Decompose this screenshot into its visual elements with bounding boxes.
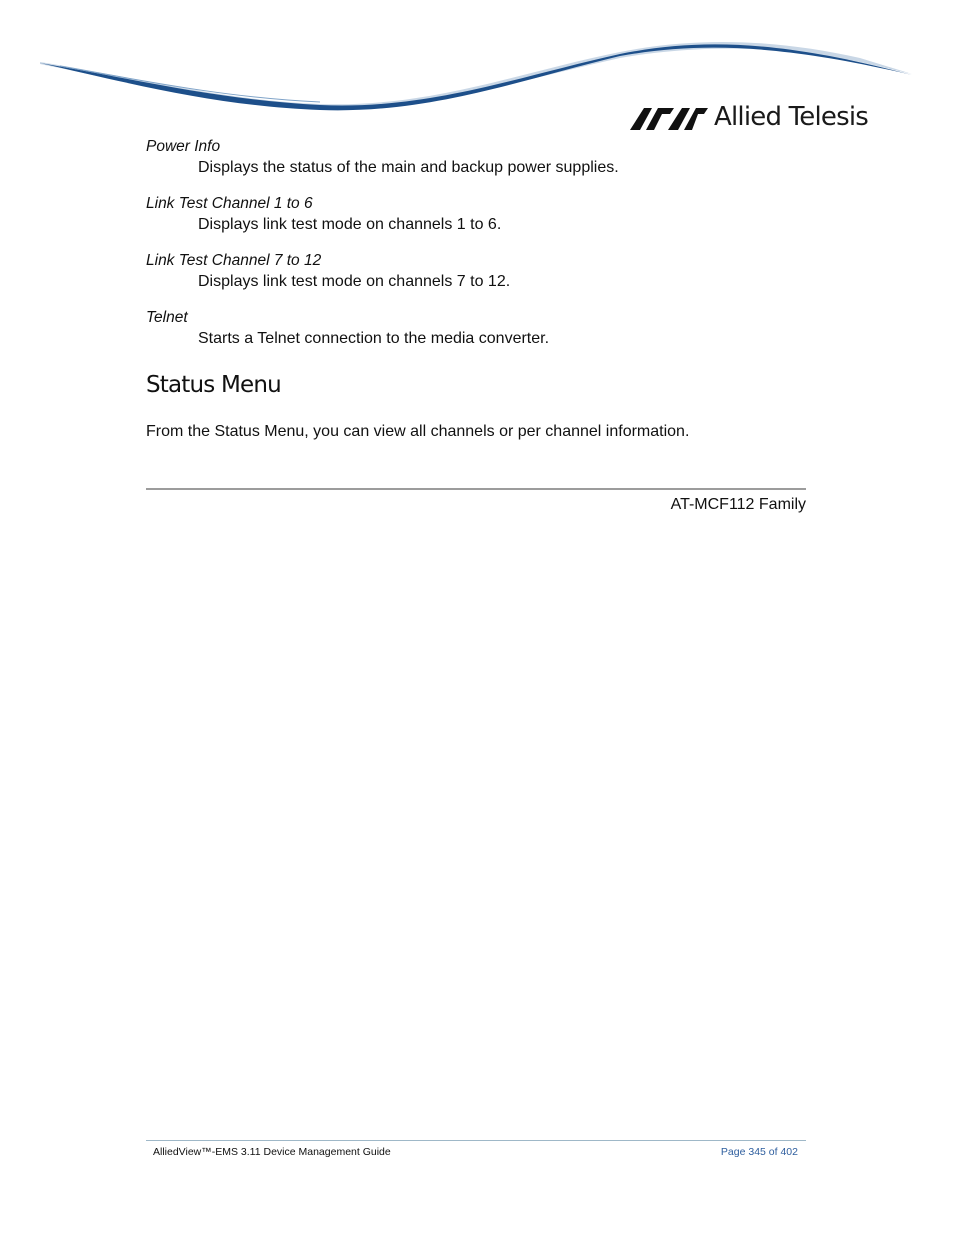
footer-rule <box>146 1140 806 1141</box>
footer-guide-title: AlliedView™-EMS 3.11 Device Management Guide <box>153 1146 391 1158</box>
main-content <box>146 136 806 442</box>
definition-description: Displays the status of the main and backup power supplies. <box>198 159 619 176</box>
definition-item-power-info <box>146 136 806 178</box>
section-heading: Status Menu <box>146 372 281 398</box>
definition-description: Displays link test mode on channels 7 to 12. <box>198 273 511 290</box>
logo-wordmark: Allied Telesis <box>714 102 869 132</box>
definition-term: Link Test Channel 1 to 6 <box>146 195 313 212</box>
definition-term: Telnet <box>146 309 188 326</box>
definition-term: Power Info <box>146 138 221 155</box>
product-family-label: AT-MCF112 Family <box>670 496 806 513</box>
definition-item-link-test-1-6 <box>146 193 806 235</box>
definition-item-link-test-7-12 <box>146 250 806 292</box>
footer-page-number: Page 345 of 402 <box>720 1146 798 1158</box>
section-body-text: From the Status Menu, you can view all channels or per channel information. <box>146 423 690 440</box>
allied-telesis-logo <box>630 100 870 134</box>
definition-description: Displays link test mode on channels 1 to 6. <box>198 216 502 233</box>
allied-telesis-mark-icon <box>630 102 710 132</box>
content-divider <box>146 488 806 490</box>
definition-term: Link Test Channel 7 to 12 <box>146 252 322 269</box>
definition-description: Starts a Telnet connection to the media converter. <box>198 330 550 347</box>
definition-item-telnet <box>146 307 806 349</box>
